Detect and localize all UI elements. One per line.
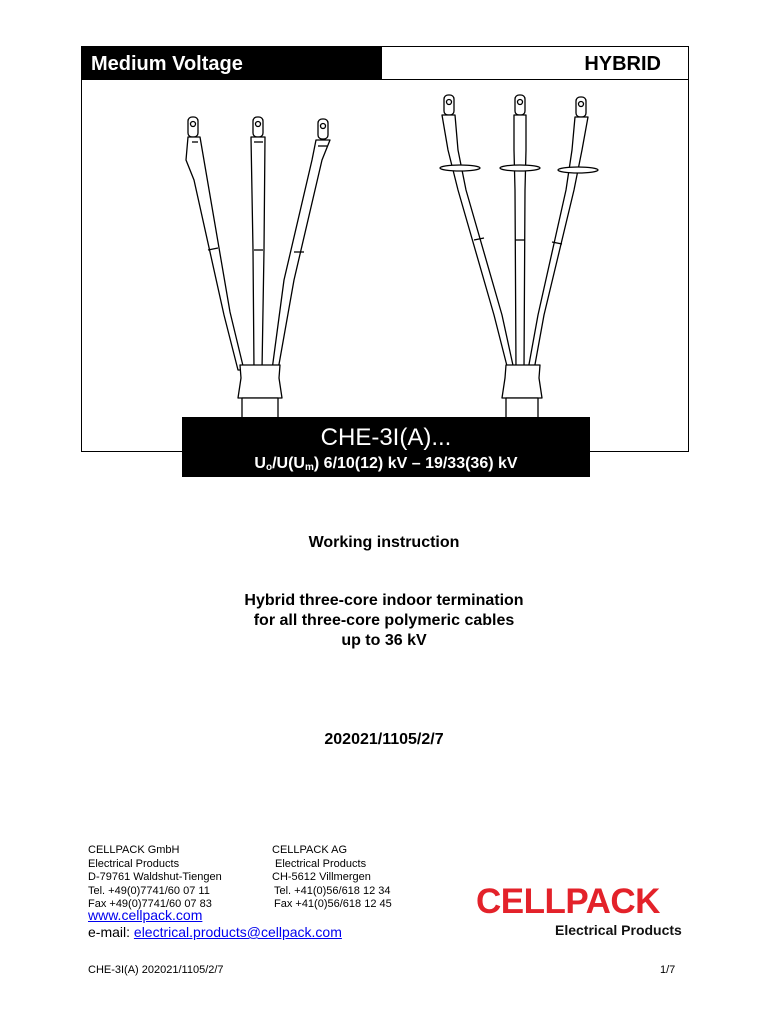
phone: Tel. +41(0)56/618 12 34 [274, 884, 391, 897]
plain-termination-drawing [186, 117, 330, 450]
rating-mid: /U(U [272, 455, 305, 472]
address-germany [88, 844, 222, 912]
product-name: CHE-3I(A)... [320, 424, 452, 451]
email-label: e-mail: [88, 924, 131, 940]
rating-sub-o: o [265, 462, 273, 473]
header-type: HYBRID [382, 47, 688, 80]
city: CH-5612 Villmergen [272, 871, 371, 883]
rating-sub-m: m [304, 462, 314, 473]
cellpack-logo [476, 884, 688, 940]
header-category: Medium Voltage [82, 47, 382, 80]
fax: Fax +41(0)56/618 12 45 [274, 898, 392, 910]
logo-wordmark: CELLPACK [476, 882, 660, 921]
division-name: Electrical Products [88, 857, 180, 870]
shed-termination-drawing [440, 95, 598, 446]
address-switzerland [272, 844, 392, 912]
contact-links [88, 907, 342, 941]
cover-frame [81, 46, 689, 452]
logo-subtitle: Electrical Products [555, 922, 682, 938]
doc-desc-line3: up to 36 kV [341, 632, 427, 649]
website-link[interactable]: www.cellpack.com [88, 907, 203, 923]
city: D-79761 Waldshut-Tiengen [88, 871, 222, 883]
fax: Fax +49(0)7741/60 07 83 [88, 898, 212, 910]
rating-prefix: U [254, 455, 266, 472]
division-name: Electrical Products [275, 857, 367, 870]
product-title-block [182, 417, 590, 477]
page-number: 1/7 [660, 964, 676, 976]
doc-desc-line1: Hybrid three-core indoor termination [244, 592, 524, 609]
phone: Tel. +49(0)7741/60 07 11 [88, 884, 210, 897]
doc-type: Working instruction [308, 534, 460, 551]
rating-values: ) 6/10(12) kV – 19/33(36) kV [313, 455, 518, 472]
footer-reference: CHE-3I(A) 202021/1105/2/7 [88, 964, 224, 976]
email-link[interactable]: electrical.products@cellpack.com [133, 924, 342, 940]
doc-desc-line2: for all three-core polymeric cables [253, 612, 515, 629]
company-name: CELLPACK GmbH [88, 844, 180, 856]
termination-illustration [82, 80, 688, 450]
company-name: CELLPACK AG [272, 844, 347, 856]
voltage-rating [182, 455, 590, 477]
doc-number: 202021/1105/2/7 [324, 731, 444, 748]
